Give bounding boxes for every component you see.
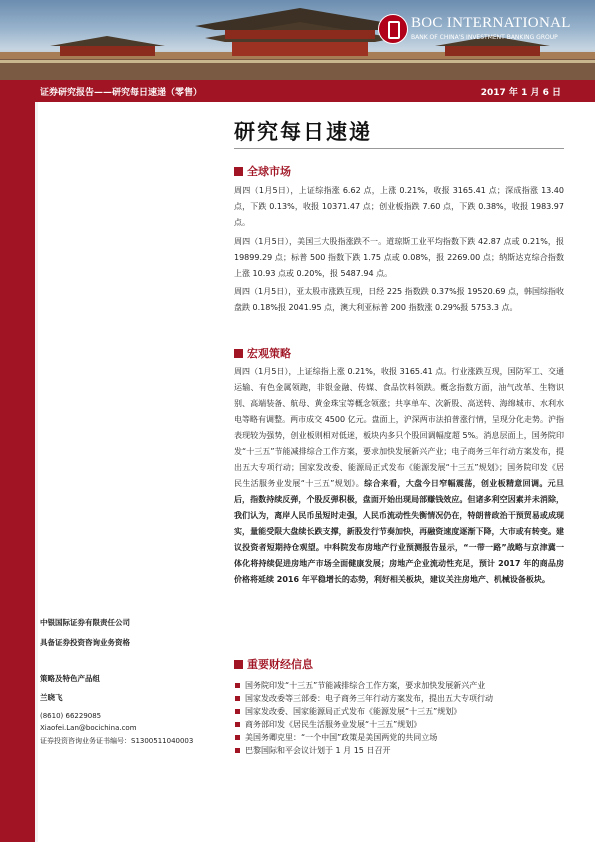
analyst-cert: 证券投资咨询业务证书编号：S1300511040003 xyxy=(40,737,194,745)
header-banner xyxy=(0,0,595,80)
report-date: 2017 年 1 月 6 日 xyxy=(480,88,561,98)
news-item: 美国务卿克里：“一个中国”政策是美国两党的共同立场 xyxy=(234,731,564,744)
global-paragraph-1: 周四（1月5日），上证综指涨 6.62 点，上涨 0.21%，收报 3165.41 点；深成指涨 13.40 点，下跌 0.13%，收报 10371.47 点；创业板指跌 7.60 点，下跌 0.38%，收报 1983.97 点。 xyxy=(234,186,564,227)
page-title: 研究每日速递 xyxy=(234,119,372,144)
news-item: 巴黎国际和平会议计划于 1 月 15 日召开 xyxy=(234,744,564,757)
macro-text: 周四（1月5日），上证综指上涨 0.21%，收报 3165.41 点。行业涨跌互现，国防军工、交通运输、有色金属领跑，非银金融、传媒、食品饮料领跌。概念指数方面，油气改革、生物识别、高端装备、航母、黄金珠宝等概念领涨；共享单车、次新股、高送转、海绵城市、水利水电等略有调整。两市成交 4500 亿元。盘面上，沪深两市法拍普涨行情，呈现分化走势。沪指表现较为强势，创业板则相对低迷，板块内多只个股回调幅度超 5%。消息层面上，国务院印发“十三五”节能减排综合工作方案，要求加快发展新兴产业；电子商务三年行动方案发布，提出五大专项行动；国家发改委、能源局正式发布《能源发展“十三五”规划》；国务院印发《居民生活服务业发展“十三五”规划》。 xyxy=(234,367,564,488)
left-accent-bar xyxy=(0,102,35,842)
company-name: 中银国际证券有限责任公司 xyxy=(40,618,130,627)
news-item: 商务部印发《居民生活服务业发展“十三五”规划》 xyxy=(234,718,564,731)
global-paragraph-3: 周四（1月5日），亚太股市涨跌互现，日经 225 指数跌 0.37%报 19520.69 点，韩国综指收盘跌 0.18%报 2041.95 点，澳大利亚标普 200 指数涨 0.29%报 5753.3 点。 xyxy=(234,287,564,312)
news-item: 国家发改委、国家能源局正式发布《能源发展“十三五”规划》 xyxy=(234,705,564,718)
boc-logo-mark-icon xyxy=(378,14,408,44)
report-breadcrumb: 证券研究报告——研究每日速递（零售） xyxy=(40,88,203,98)
title-divider xyxy=(234,148,564,149)
global-paragraph-2: 周四（1月5日），美国三大股指涨跌不一。道琼斯工业平均指数下跌 42.87 点或 0.21%，报 19899.29 点；标普 500 指数下跌 1.75 点或 0.08%，报 2269.00 点；纳斯达克综合指数上涨 10.93 点或 0.20%，报 5487.94 点。 xyxy=(234,237,564,278)
analyst-email[interactable]: Xiaofei.Lan@bocichina.com xyxy=(40,724,137,732)
logo-title: BOC INTERNATIONAL xyxy=(411,15,571,31)
analyst-group: 策略及特色产品组 xyxy=(40,674,100,683)
qualification: 具备证券投资咨询业务资格 xyxy=(40,638,130,647)
macro-conclusion: 综合来看，大盘今日窄幅震荡，创业板精意回调。元旦后，指数持续反弹，个股反弹积极，盘面开始出现局部赚钱效应。但诸多利空因素并未消除，我们认为，离岸人民币虽短时走强，人民币流动性失衡情况仍在，特朗普政治干预贸易或成现实，量能受限大盘续长跌支撑，新股发行节奏加快，再融资速度逐渐下降，大市或有转变。建议投资者短期持仓观望。中科院发布房地产行业预测报告显示，“一带一路”战略与京津冀一体化将持续促进房地产市场全面健康发展；房地产企业流动性充足，预计 2017 年的商品房价格将延续 2016 年平稳增长的态势，利好相关板块，建议关注房地产、机械设备板块。 xyxy=(234,479,565,584)
analyst-name: 兰晓飞 xyxy=(40,693,63,702)
analyst-phone: (8610) 66229085 xyxy=(40,712,102,720)
report-header-bar xyxy=(0,80,595,102)
news-list xyxy=(234,679,564,757)
boc-logo xyxy=(378,12,588,52)
logo-subtitle: BANK OF CHINA'S INVESTMENT BANKING GROUP xyxy=(411,34,558,41)
macro-paragraph xyxy=(234,364,564,588)
section-heading-macro: 宏观策略 xyxy=(234,345,291,361)
section-heading-news: 重要财经信息 xyxy=(234,656,313,672)
news-item: 国家发改委等三部委：电子商务三年行动方案发布，提出五大专项行动 xyxy=(234,692,564,705)
left-gutter xyxy=(35,102,38,842)
section-heading-global: 全球市场 xyxy=(234,163,291,179)
news-item: 国务院印发“十三五”节能减排综合工作方案，要求加快发展新兴产业 xyxy=(234,679,564,692)
